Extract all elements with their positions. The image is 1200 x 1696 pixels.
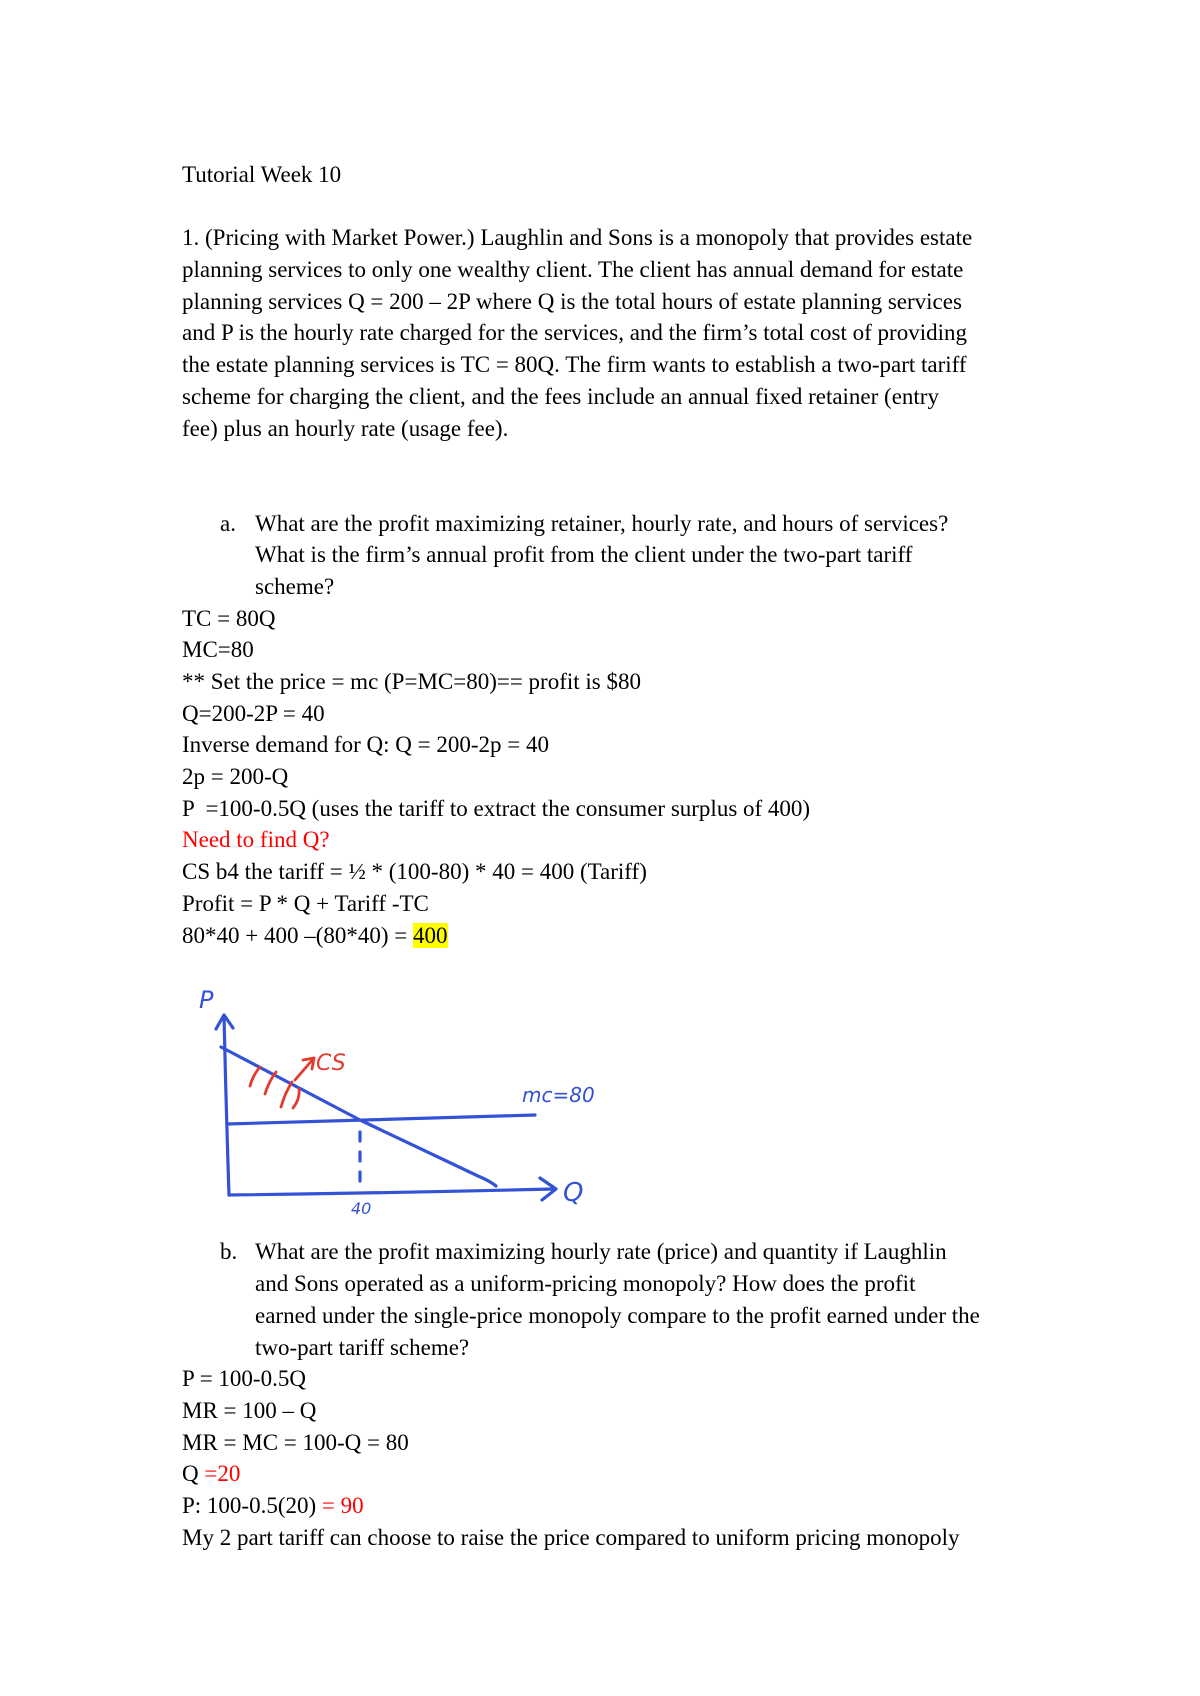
profit-calculation: 80*40 + 400 –(80*40) = (182, 922, 414, 948)
part-b-line: two-part tariff scheme? (255, 1334, 470, 1360)
price-result-line (182, 1490, 1082, 1522)
part-b-question (182, 1236, 1082, 1363)
mc-label: mc=80 (522, 1083, 595, 1107)
part-a-line: What are the profit maximizing retainer, hourly rate, and hours of services? (255, 510, 949, 536)
question-line: the estate planning services is TC = 80Q. The firm wants to establish a two-part tariff (182, 352, 967, 378)
consumer-surplus-hatching (250, 1067, 299, 1108)
answer-line: Q=200-2P = 40 (182, 700, 325, 726)
hatch-mark (265, 1072, 276, 1094)
answer-line: ** Set the price = mc (P=MC=80)== profit is $80 (182, 669, 642, 694)
question-line: and P is the hourly rate charged for the services, and the firm’s total cost of providing (182, 320, 967, 346)
highlighted-profit-result: 400 (413, 922, 448, 948)
price-axis (224, 1015, 229, 1195)
list-marker: b. (220, 1239, 238, 1265)
part-a-line: What is the firm’s annual profit from the client under the two-part tariff (255, 542, 913, 568)
blank-line (182, 191, 1082, 223)
hatch-mark (250, 1067, 260, 1086)
answer-line: TC = 80Q (182, 605, 276, 631)
red-note: Need to find Q? (182, 827, 330, 853)
question-line: scheme for charging the client, and the fees include an annual fixed retainer (entry (182, 383, 939, 409)
part-a-question (182, 508, 1082, 603)
quantity-value-label: 40 (351, 1199, 372, 1218)
profit-formula-line: Profit = P * Q + Tariff -TC (182, 890, 429, 916)
answer-line: MR = MC = 100-Q = 80 (182, 1429, 409, 1455)
quantity-result-line (182, 1458, 1082, 1490)
question-line: fee) plus an hourly rate (usage fee). (182, 415, 509, 441)
blank-line (182, 444, 1082, 476)
price-axis-label: P (199, 986, 214, 1014)
mc-line (227, 1115, 535, 1124)
quantity-prefix: Q (182, 1461, 205, 1487)
answer-line: P =100-0.5Q (uses the tariff to extract the consumer surplus of 400) (182, 795, 811, 821)
quantity-result: =20 (204, 1461, 241, 1487)
list-marker: a. (220, 510, 236, 536)
cs-label: CS (316, 1051, 346, 1076)
price-result: = 90 (321, 1492, 364, 1518)
part-b-line: What are the profit maximizing hourly rate (price) and quantity if Laughlin (255, 1239, 947, 1265)
answer-line: Inverse demand for Q: Q = 200-2p = 40 (182, 732, 550, 758)
hatch-mark (281, 1082, 292, 1107)
question-line: 1. (Pricing with Market Power.) Laughlin and Sons is a monopoly that provides estate (182, 225, 973, 251)
question-line: planning services Q = 200 – 2P where Q is the total hours of estate planning services (182, 288, 962, 314)
part-a-line: scheme? (255, 573, 335, 599)
answer-line: MC=80 (182, 637, 254, 663)
profit-calculation-line (182, 920, 1082, 952)
question-line: planning services to only one wealthy client. The client has annual demand for estate (182, 257, 964, 283)
answer-line: P = 100-0.5Q (182, 1366, 306, 1392)
quantity-axis (229, 1189, 554, 1195)
blank-line (182, 476, 1082, 508)
answer-line: 2p = 200-Q (182, 764, 289, 790)
demand-mc-sketch (190, 980, 610, 1230)
page-title: Tutorial Week 10 (182, 162, 342, 187)
part-b-line: earned under the single-price monopoly compare to the profit earned under the (255, 1302, 980, 1328)
hatch-mark (293, 1089, 299, 1108)
part-a-answer (182, 603, 1082, 952)
question-1 (182, 222, 1082, 444)
consumer-surplus-line: CS b4 the tariff = ½ * (100-80) * 40 = 400 (Tariff) (182, 859, 647, 885)
conclusion-line: My 2 part tariff can choose to raise the price compared to uniform pricing monopoly (182, 1524, 960, 1550)
price-prefix: P: 100-0.5(20) (182, 1492, 322, 1518)
quantity-axis-label: Q (563, 1178, 584, 1208)
part-b-line: and Sons operated as a uniform-pricing monopoly? How does the profit (255, 1271, 916, 1297)
part-b-answer (182, 1363, 1082, 1553)
answer-line: MR = 100 – Q (182, 1397, 317, 1423)
document-body (182, 159, 1082, 1553)
